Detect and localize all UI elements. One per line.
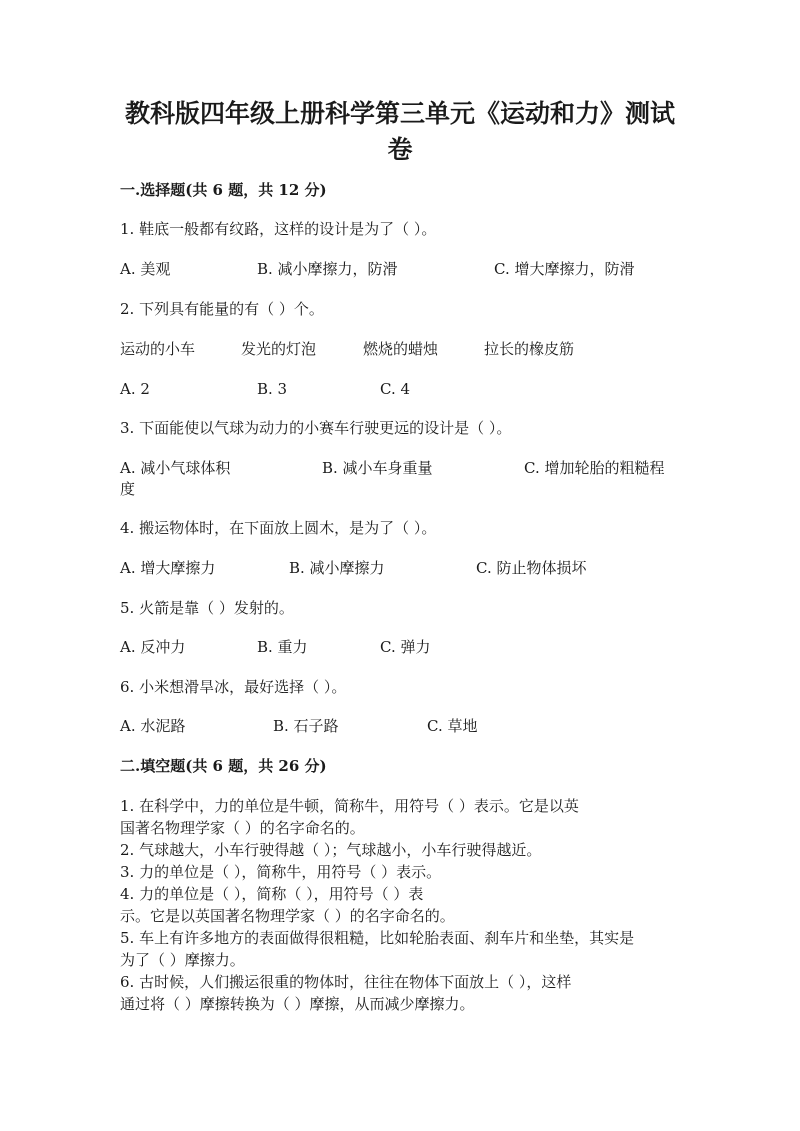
question-1-option-b: B. 减小摩擦力，防滑 (257, 260, 398, 278)
question-2-stem: 2. 下列具有能量的有（ ）个。 (120, 300, 324, 318)
question-3-option-c-wrap: 度 (120, 480, 136, 498)
fill-line: 2. 气球越大，小车行驶得越（ ）；气球越小，小车行驶得越近。 (120, 841, 542, 859)
question-2-item-4: 拉长的橡皮筋 (484, 340, 575, 358)
question-3-stem: 3. 下面能使以气球为动力的小赛车行驶更远的设计是（ ）。 (120, 419, 512, 437)
fill-line: 通过将（ ）摩擦转换为（ ）摩擦，从而减少摩擦力。 (120, 995, 475, 1013)
question-1-option-c: C. 增大摩擦力，防滑 (494, 260, 635, 278)
question-3-option-c: C. 增加轮胎的粗糙程 (524, 459, 665, 477)
question-5-option-a: A. 反冲力 (120, 638, 186, 656)
title-line-1: 教科版四年级上册科学第三单元《运动和力》测试 (124, 99, 675, 128)
question-4-option-c: C. 防止物体损坏 (476, 559, 587, 577)
question-6-option-b: B. 石子路 (273, 717, 339, 735)
question-6-option-c: C. 草地 (427, 717, 478, 735)
fill-line: 国著名物理学家（ ）的名字命名的。 (120, 819, 365, 837)
fill-line: 示。它是以英国著名物理学家（ ）的名字命名的。 (120, 907, 455, 925)
question-6-option-a: A. 水泥路 (120, 717, 186, 735)
title-line-2: 卷 (387, 135, 413, 164)
page-title (120, 96, 680, 168)
question-2-item-1: 运动的小车 (120, 340, 196, 358)
question-1-stem: 1. 鞋底一般都有纹路，这样的设计是为了（ ）。 (120, 220, 437, 238)
question-2-item-3: 燃烧的蜡烛 (363, 340, 439, 358)
fill-line: 3. 力的单位是（ ），简称牛，用符号（ ）表示。 (120, 863, 442, 881)
fill-line: 1. 在科学中，力的单位是牛顿，简称牛，用符号（ ）表示。它是以英 (120, 797, 579, 815)
section-heading-choice: 一.选择题(共 6 题，共 12 分) (120, 181, 327, 199)
fill-line: 6. 古时候，人们搬运很重的物体时，往往在物体下面放上（ ），这样 (120, 973, 572, 991)
fill-line: 5. 车上有许多地方的表面做得很粗糙，比如轮胎表面、刹车片和坐垫，其实是 (120, 929, 635, 947)
question-2-option-a: A. 2 (120, 380, 150, 398)
question-3-option-a: A. 减小气球体积 (120, 459, 231, 477)
fill-blank-questions (120, 795, 682, 1015)
question-5-stem: 5. 火箭是靠（ ）发射的。 (120, 599, 294, 617)
section-heading-fill: 二.填空题(共 6 题，共 26 分) (120, 757, 327, 775)
question-4-stem: 4. 搬运物体时，在下面放上圆木，是为了（ ）。 (120, 519, 437, 537)
fill-line: 4. 力的单位是（ ），简称（ ），用符号（ ）表 (120, 885, 424, 903)
question-4-option-a: A. 增大摩擦力 (120, 559, 216, 577)
question-6-stem: 6. 小米想滑旱冰，最好选择（ ）。 (120, 678, 347, 696)
question-5-option-c: C. 弹力 (380, 638, 431, 656)
fill-line: 为了（ ）摩擦力。 (120, 951, 245, 969)
question-2-item-2: 发光的灯泡 (241, 340, 317, 358)
question-1-option-a: A. 美观 (120, 260, 171, 278)
question-2-option-b: B. 3 (257, 380, 288, 398)
question-2-option-c: C. 4 (380, 380, 411, 398)
question-3-option-b: B. 减小车身重量 (322, 459, 433, 477)
question-4-option-b: B. 减小摩擦力 (289, 559, 385, 577)
question-5-option-b: B. 重力 (257, 638, 308, 656)
